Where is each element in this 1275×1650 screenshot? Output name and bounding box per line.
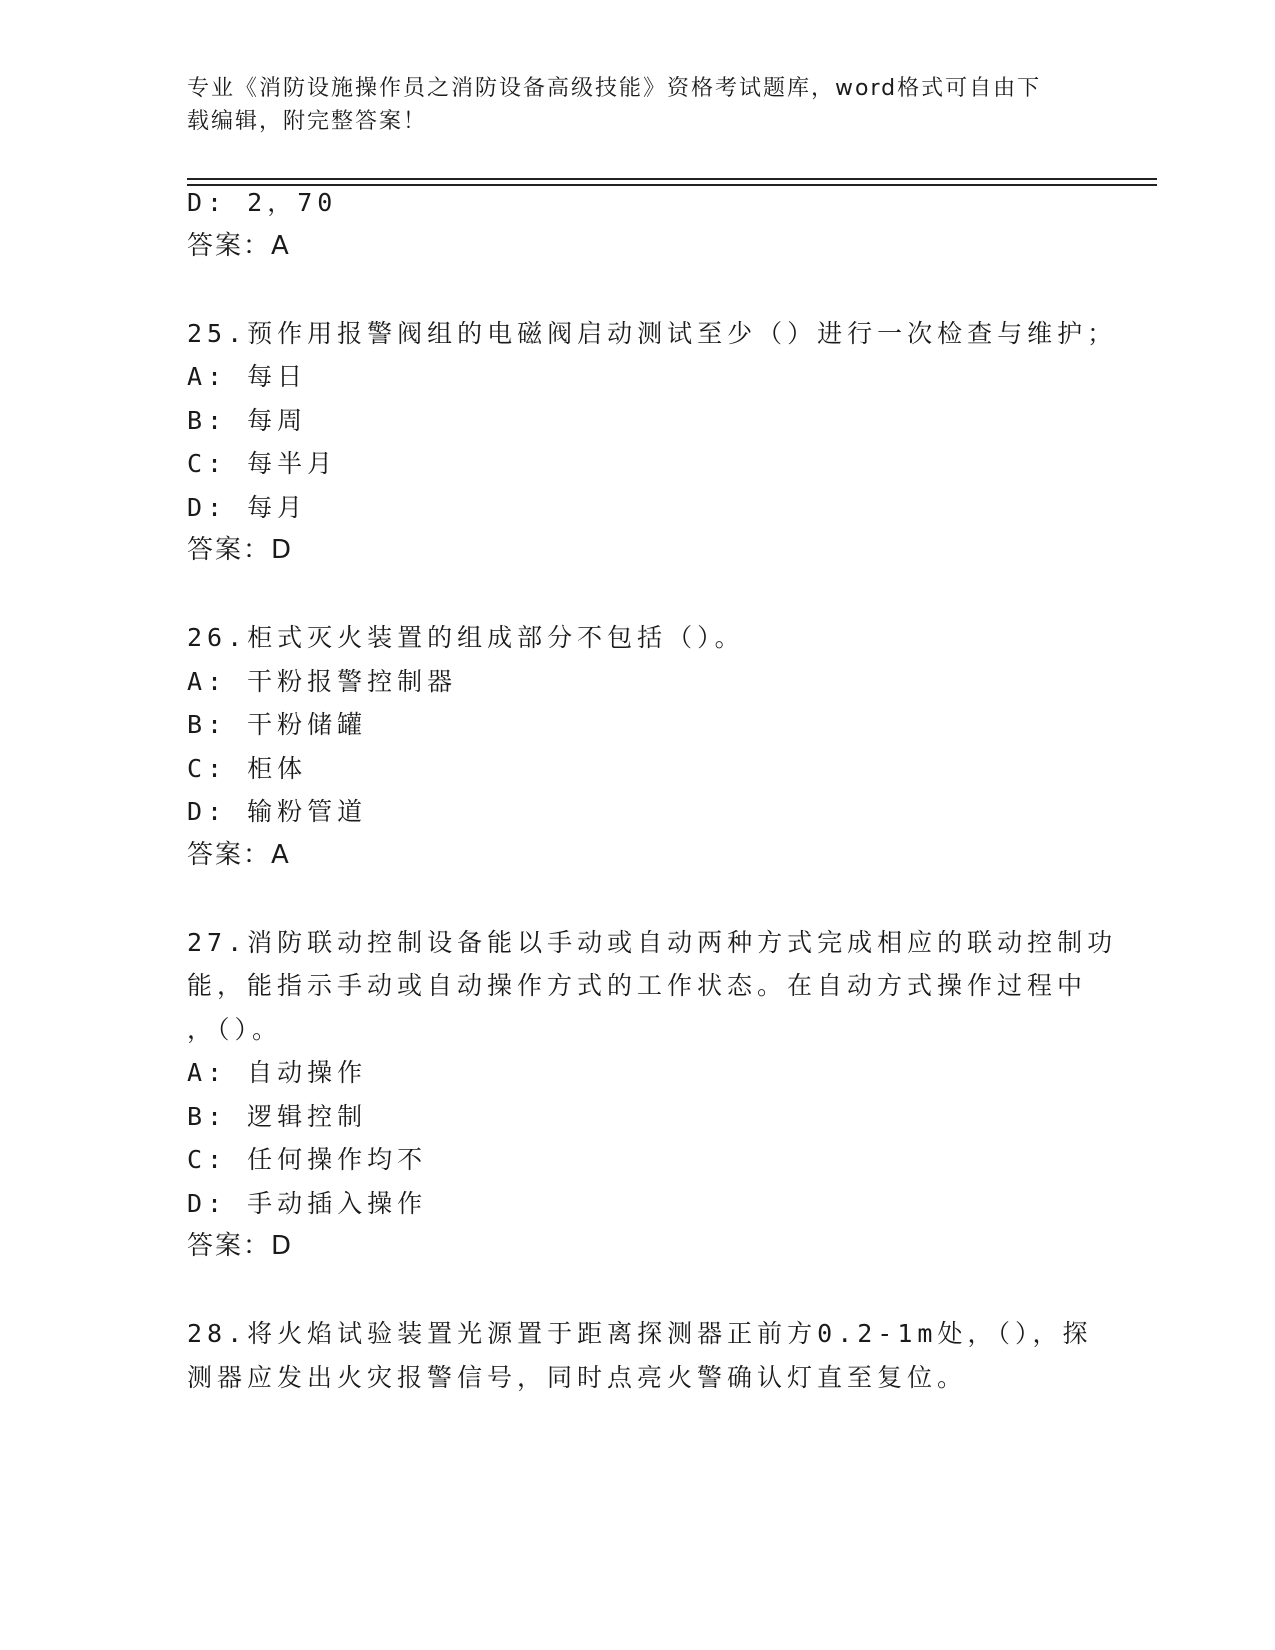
intro-line-1: 专业《消防设施操作员之消防设备高级技能》资格考试题库，word格式可自由下 [187, 76, 1042, 101]
q26-stem: 26.柜式灭火装置的组成部分不包括（）。 [187, 623, 745, 652]
q26-option-d: D: 输粉管道 [187, 797, 368, 826]
q26-option-a: A: 干粉报警控制器 [187, 667, 458, 696]
q26-option-c: C: 柜体 [187, 754, 308, 783]
q27-option-b: B: 逻辑控制 [187, 1102, 368, 1131]
q25-option-d: D: 每月 [187, 493, 308, 522]
q27-stem-line-3: ，（）。 [187, 1015, 283, 1044]
q25-option-a: A: 每日 [187, 362, 308, 391]
q27-answer: 答案：D [187, 1231, 294, 1261]
intro-line-2: 载编辑，附完整答案！ [187, 109, 428, 134]
q26-answer: 答案：A [187, 840, 291, 870]
q27-option-a: A: 自动操作 [187, 1058, 368, 1087]
prev-option-d: D: 2，70 [187, 188, 338, 217]
q27-stem-line-1: 27.消防联动控制设备能以手动或自动两种方式完成相应的联动控制功 [187, 928, 1118, 957]
q25-stem: 25.预作用报警阀组的电磁阀启动测试至少（）进行一次检查与维护； [187, 319, 1118, 348]
q27-option-c: C: 任何操作均不 [187, 1145, 428, 1174]
q28-stem-line-1: 28.将火焰试验装置光源置于距离探测器正前方0.2-1m处，（），探 [187, 1319, 1093, 1348]
q26-option-b: B: 干粉储罐 [187, 710, 368, 739]
document-intro [187, 72, 1087, 138]
q27-stem-line-2: 能，能指示手动或自动操作方式的工作状态。在自动方式操作过程中 [187, 971, 1088, 1000]
q27-option-d: D: 手动插入操作 [187, 1189, 428, 1218]
q25-option-b: B: 每周 [187, 406, 308, 435]
prev-answer: 答案：A [187, 231, 291, 261]
q28-stem-line-2: 测器应发出火灾报警信号，同时点亮火警确认灯直至复位。 [187, 1363, 968, 1392]
q25-answer: 答案：D [187, 535, 294, 565]
q25-option-c: C: 每半月 [187, 449, 338, 478]
